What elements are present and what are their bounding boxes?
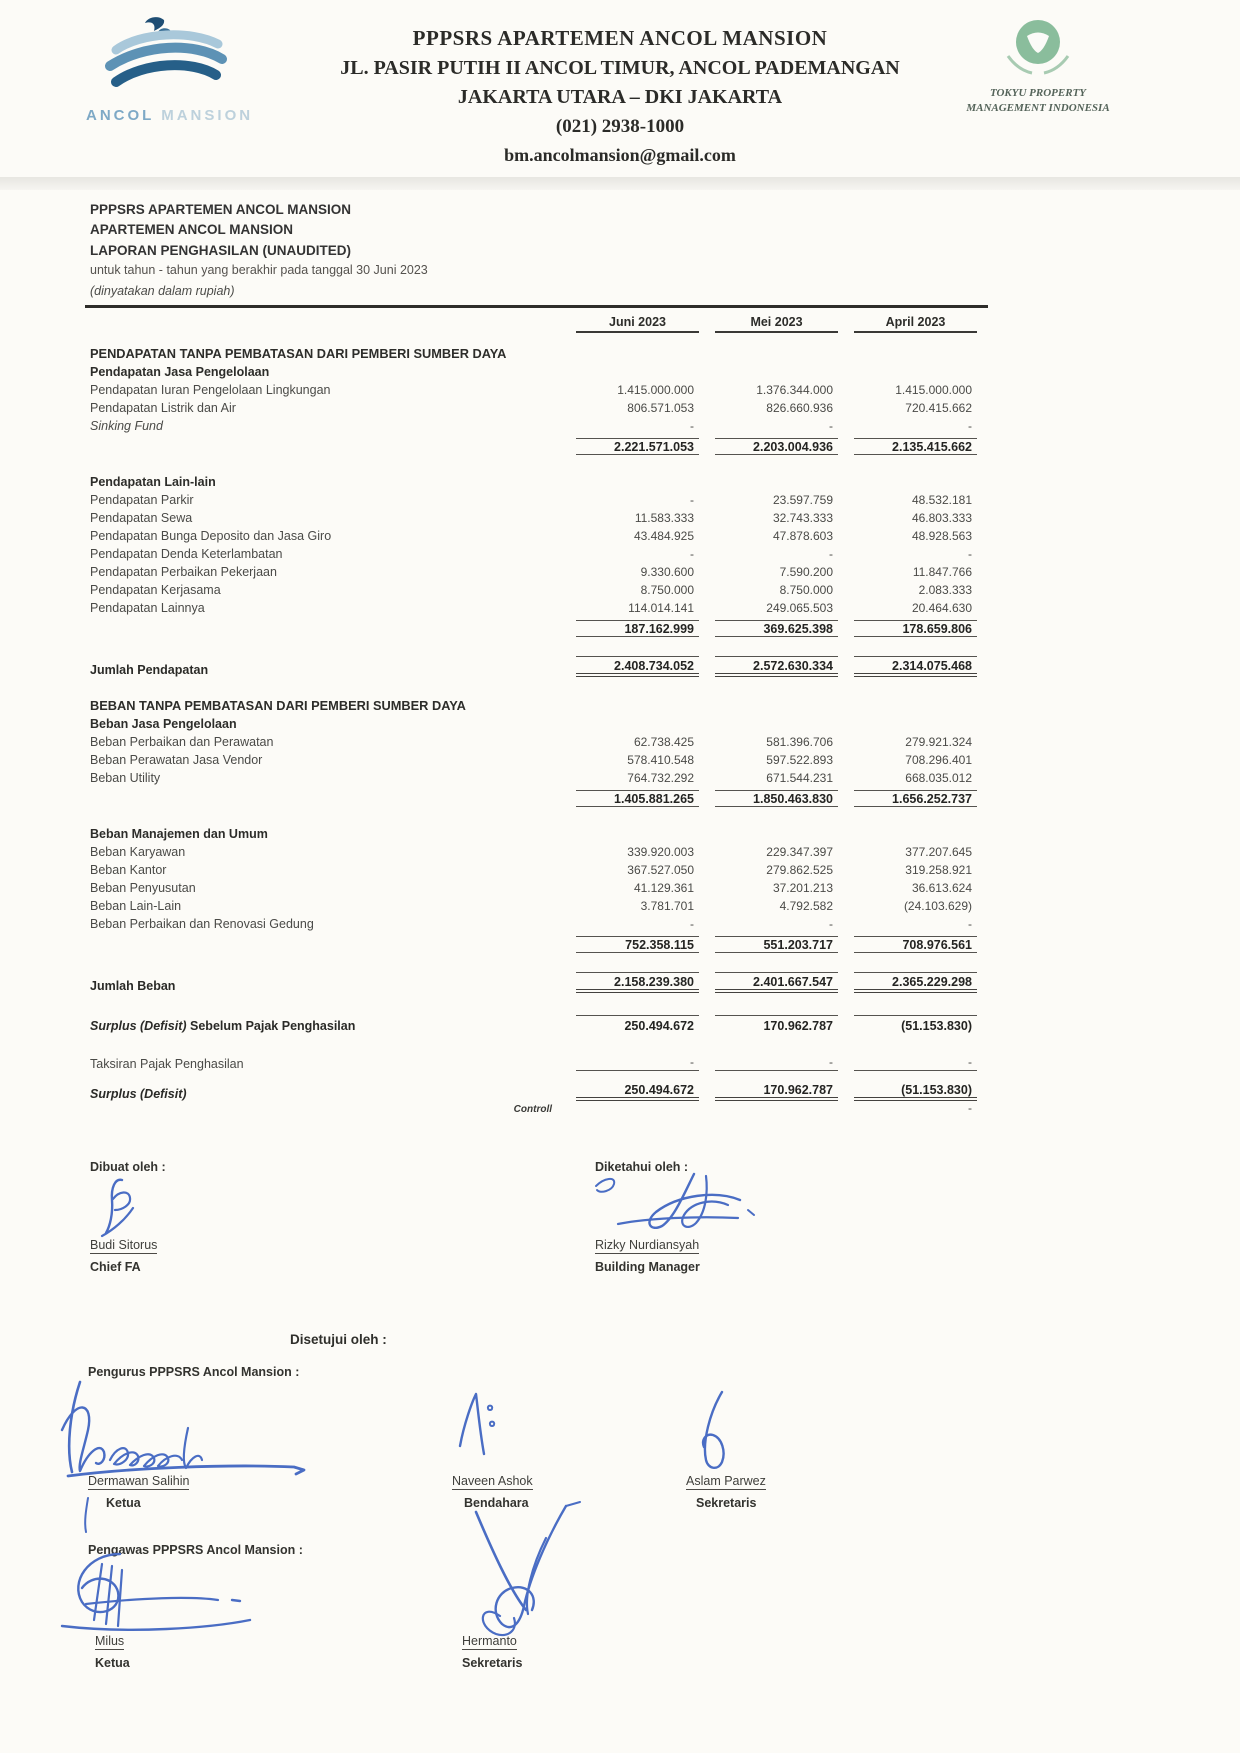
column-header-mei: Mei 2023	[715, 315, 838, 333]
row-value: 250.494.672	[576, 1083, 699, 1101]
report-building-line: APARTEMEN ANCOL MANSION	[90, 222, 294, 238]
row-label: Pendapatan Iuran Pengelolaan Lingkungan	[90, 383, 331, 397]
row-value: -	[829, 917, 833, 931]
tokyu-property-logo-text	[928, 86, 1148, 116]
row-label: Surplus (Defisit) Sebelum Pajak Penghasilan	[90, 1019, 356, 1033]
row-value: 9.330.600	[640, 565, 694, 579]
row-label: PENDAPATAN TANPA PEMBATASAN DARI PEMBERI SUMBER DAYA	[90, 346, 507, 361]
row-value: 551.203.717	[715, 936, 838, 953]
tokyu-property-logo	[928, 16, 1148, 116]
row-value: 2.572.630.334	[715, 656, 838, 677]
logo-word-ancol: ANCOL	[86, 107, 155, 124]
row-value: 1.850.463.830	[715, 790, 838, 807]
ancol-mansion-logo-icon	[86, 14, 256, 100]
table-row	[90, 993, 988, 1009]
row-value: -	[968, 547, 972, 561]
pengurus-signer-3-name: Aslam Parwez	[686, 1474, 766, 1488]
row-value: 1.405.881.265	[576, 790, 699, 807]
row-label: Beban Perbaikan dan Perawatan	[90, 735, 274, 749]
table-body	[90, 341, 988, 1115]
row-value: -	[854, 1055, 977, 1071]
row-label: Pendapatan Sewa	[90, 511, 193, 525]
header-rule	[85, 305, 988, 308]
row-value: 11.847.766	[912, 565, 972, 579]
row-label: Pendapatan Listrik dan Air	[90, 401, 236, 415]
row-value: 2.314.075.468	[854, 656, 977, 677]
signature-hermanto	[448, 1500, 598, 1640]
column-header-juni: Juni 2023	[576, 315, 699, 333]
row-value: 48.928.563	[911, 529, 972, 543]
row-label: Beban Lain-Lain	[90, 899, 182, 913]
letterhead-center	[280, 26, 960, 166]
disetujui-oleh-label: Disetujui oleh :	[290, 1332, 387, 1347]
pengawas-signer-1-role: Ketua	[95, 1656, 130, 1670]
row-value: 668.035.012	[905, 771, 972, 785]
row-value: 764.732.292	[627, 771, 694, 785]
table-row	[90, 543, 988, 561]
row-value: -	[690, 419, 694, 433]
table-row	[90, 931, 988, 953]
row-label: Controll	[513, 1104, 552, 1115]
table-row	[90, 785, 988, 807]
row-value: 2.408.734.052	[576, 656, 699, 677]
pengawas-signer-2-name: Hermanto	[462, 1634, 517, 1648]
row-value: 8.750.000	[779, 583, 833, 597]
pengawas-signer-1-name: Milus	[95, 1634, 125, 1648]
row-value: 43.484.925	[633, 529, 694, 543]
row-value: 1.415.000.000	[617, 383, 694, 397]
row-value: 178.659.806	[854, 620, 977, 637]
row-value: 2.221.571.053	[576, 438, 699, 455]
letterhead-phone: (021) 2938-1000	[555, 116, 685, 137]
row-value: 2.083.333	[918, 583, 972, 597]
tokyu-logo-line-1: TOKYU PROPERTY	[989, 87, 1087, 99]
table-row	[90, 1009, 988, 1033]
letterhead-email: bm.ancolmansion@gmail.com	[504, 145, 736, 165]
table-row	[90, 1049, 988, 1071]
table-row	[90, 859, 988, 877]
row-value: 367.527.050	[627, 863, 694, 877]
table-row	[90, 615, 988, 637]
row-value: 249.065.503	[766, 601, 833, 615]
row-value: 279.921.324	[905, 735, 972, 749]
row-value: -	[968, 419, 972, 433]
letterhead-address-2: JAKARTA UTARA – DKI JAKARTA	[457, 86, 783, 108]
row-label: Beban Jasa Pengelolaan	[90, 717, 237, 731]
table-row	[90, 1077, 988, 1101]
ancol-mansion-logo-text	[86, 107, 256, 124]
pengurus-signer-2-role: Bendahara	[464, 1496, 529, 1510]
row-value: 2.401.667.547	[715, 972, 838, 993]
tokyu-logo-line-2: MANAGEMENT INDONESIA	[966, 101, 1110, 114]
row-value: 8.750.000	[640, 583, 694, 597]
row-value: -	[690, 547, 694, 561]
row-value: 46.803.333	[911, 511, 972, 525]
pengawas-signer-1	[95, 1634, 130, 1670]
table-row	[90, 637, 988, 653]
signature-milus	[50, 1548, 300, 1648]
table-row	[90, 489, 988, 507]
signature-rizky-nurdiansyah	[588, 1168, 758, 1236]
row-value: 23.597.759	[772, 493, 833, 507]
row-value: 48.532.181	[911, 493, 972, 507]
dibuat-name-text: Budi Sitorus	[90, 1238, 158, 1252]
row-value: 319.258.921	[905, 863, 972, 877]
row-value: 581.396.706	[766, 735, 833, 749]
row-value: 708.296.401	[905, 753, 972, 767]
table-row	[90, 895, 988, 913]
row-label: Pendapatan Lain-lain	[90, 475, 216, 489]
row-value: 1.415.000.000	[895, 383, 972, 397]
row-value: 671.544.231	[766, 771, 833, 785]
table-row	[90, 455, 988, 471]
report-name-line: LAPORAN PENGHASILAN (UNAUDITED)	[90, 242, 351, 258]
table-row	[90, 713, 988, 731]
row-value: -	[968, 1101, 972, 1115]
row-value: 2.158.239.380	[576, 972, 699, 993]
pengurus-signer-3	[686, 1474, 766, 1510]
table-row	[90, 415, 988, 433]
signature-budi-sitorus	[96, 1172, 154, 1238]
row-value: 250.494.672	[576, 1015, 699, 1033]
row-label: Taksiran Pajak Penghasilan	[90, 1057, 244, 1071]
report-org-line: PPPSRS APARTEMEN ANCOL MANSION	[90, 202, 352, 217]
logo-word-mansion: MANSION	[161, 107, 254, 124]
row-label-italic: Surplus (Defisit)	[90, 1019, 187, 1033]
row-label: Pendapatan Lainnya	[90, 601, 205, 615]
table-row	[90, 969, 988, 993]
row-value: 7.590.200	[779, 565, 833, 579]
row-value: 339.920.003	[627, 845, 694, 859]
row-label: Beban Manajemen dan Umum	[90, 827, 268, 841]
letterhead-org-name: PPPSRS APARTEMEN ANCOL MANSION	[412, 26, 828, 50]
row-label: Beban Penyusutan	[90, 881, 196, 895]
diketahui-name-text: Rizky Nurdiansyah	[595, 1238, 700, 1252]
row-value: (51.153.830)	[854, 1015, 977, 1033]
pengawas-signer-2	[462, 1634, 522, 1670]
ancol-mansion-logo	[86, 14, 256, 124]
table-row	[90, 693, 988, 713]
pengurus-signer-2-name: Naveen Ashok	[452, 1474, 533, 1488]
row-label: Beban Karyawan	[90, 845, 186, 859]
pengurus-signer-1-role: Ketua	[106, 1496, 141, 1510]
row-value: 37.201.213	[772, 881, 833, 895]
row-value: 20.464.630	[911, 601, 972, 615]
pengawas-label: Pengawas PPPSRS Ancol Mansion :	[88, 1543, 303, 1557]
row-value: -	[829, 419, 833, 433]
row-label: Pendapatan Bunga Deposito dan Jasa Giro	[90, 529, 332, 543]
pengurus-label: Pengurus PPPSRS Ancol Mansion :	[88, 1365, 300, 1379]
row-value: 279.862.525	[766, 863, 833, 877]
table-header-row	[90, 315, 988, 341]
table-row	[90, 913, 988, 931]
table-row	[90, 397, 988, 415]
row-value: 369.625.398	[715, 620, 838, 637]
row-value: 826.660.936	[766, 401, 833, 415]
row-value: -	[576, 1055, 699, 1071]
table-row	[90, 749, 988, 767]
row-label: Beban Utility	[90, 771, 161, 785]
signature-aslam-parwez	[688, 1386, 742, 1476]
table-row	[90, 525, 988, 543]
row-value: 36.613.624	[911, 881, 972, 895]
row-value: -	[968, 917, 972, 931]
row-value: 597.522.893	[766, 753, 833, 767]
row-value: 3.781.701	[640, 899, 694, 913]
table-row	[90, 731, 988, 749]
table-row	[90, 767, 988, 785]
row-label: Beban Perawatan Jasa Vendor	[90, 753, 263, 767]
letterhead-address-1: JL. PASIR PUTIH II ANCOL TIMUR, ANCOL PADEMANGAN	[340, 57, 900, 79]
signature-naveen-ashok	[448, 1384, 508, 1476]
report-period-line: untuk tahun - tahun yang berakhir pada tanggal 30 Juni 2023	[90, 262, 428, 277]
table-row	[90, 953, 988, 969]
table-row	[90, 433, 988, 455]
table-row	[90, 807, 988, 823]
row-value: 720.415.662	[905, 401, 972, 415]
table-row	[90, 677, 988, 693]
row-value: 2.135.415.662	[854, 438, 977, 455]
row-label: Pendapatan Kerjasama	[90, 583, 221, 597]
row-label: Pendapatan Denda Keterlambatan	[90, 547, 283, 561]
row-label: Beban Kantor	[90, 863, 167, 877]
row-value: -	[715, 1055, 838, 1071]
row-value: 114.014.141	[628, 601, 694, 615]
table-row	[90, 1101, 988, 1115]
row-label: Pendapatan Perbaikan Pekerjaan	[90, 565, 277, 579]
table-row	[90, 361, 988, 379]
row-value: 2.365.229.298	[854, 972, 977, 993]
row-label: Pendapatan Parkir	[90, 493, 194, 507]
row-value: 578.410.548	[627, 753, 694, 767]
pengurus-signer-1-name: Dermawan Salihin	[88, 1474, 190, 1488]
table-row	[90, 379, 988, 397]
diketahui-oleh-label: Diketahui oleh :	[595, 1160, 689, 1174]
row-value: 377.207.645	[905, 845, 972, 859]
row-label	[90, 1087, 560, 1101]
pengawas-signer-2-role: Sekretaris	[462, 1656, 523, 1670]
table-row	[90, 823, 988, 841]
table-row	[90, 579, 988, 597]
row-value: 4.792.582	[779, 899, 833, 913]
row-label: Pendapatan Jasa Pengelolaan	[90, 365, 270, 379]
table-row	[90, 877, 988, 895]
row-value: 1.656.252.737	[854, 790, 977, 807]
income-statement-table	[90, 315, 988, 1115]
row-value: 708.976.561	[854, 936, 977, 953]
table-row	[90, 841, 988, 859]
row-value: 11.583.333	[634, 511, 694, 525]
scan-artifact-band	[0, 177, 1240, 190]
row-label: Beban Perbaikan dan Renovasi Gedung	[90, 917, 314, 931]
diketahui-name	[595, 1238, 700, 1274]
table-row	[90, 471, 988, 489]
dibuat-role: Chief FA	[90, 1260, 141, 1274]
row-value: (24.103.629)	[903, 899, 972, 913]
row-value: 229.347.397	[766, 845, 833, 859]
row-value: -	[690, 493, 694, 507]
currency-note: (dinyatakan dalam rupiah)	[90, 284, 235, 298]
row-value: 62.738.425	[633, 735, 694, 749]
tokyu-property-logo-icon	[978, 16, 1098, 82]
table-row	[90, 653, 988, 677]
signature-dermawan-salihin	[58, 1368, 328, 1538]
table-row	[90, 507, 988, 525]
diketahui-role: Building Manager	[595, 1260, 700, 1274]
row-value: 752.358.115	[576, 936, 699, 953]
column-header-april: April 2023	[854, 315, 977, 333]
row-label-italic: Surplus (Defisit)	[90, 1087, 187, 1101]
row-label: Jumlah Pendapatan	[90, 663, 209, 677]
row-label: Sinking Fund	[90, 419, 163, 433]
row-value: 41.129.361	[633, 881, 694, 895]
table-row	[90, 1033, 988, 1049]
row-value: -	[829, 547, 833, 561]
row-value: (51.153.830)	[854, 1083, 977, 1101]
row-label: BEBAN TANPA PEMBATASAN DARI PEMBERI SUMBER DAYA	[90, 698, 466, 713]
row-value: 1.376.344.000	[756, 383, 833, 397]
pengurus-signer-3-role: Sekretaris	[696, 1496, 757, 1510]
table-row	[90, 341, 988, 361]
table-row	[90, 561, 988, 579]
pengurus-signer-1	[88, 1474, 189, 1510]
row-value: 187.162.999	[576, 620, 699, 637]
row-value: -	[690, 917, 694, 931]
table-row	[90, 597, 988, 615]
report-title-block	[90, 200, 428, 280]
dibuat-oleh-label: Dibuat oleh :	[90, 1160, 166, 1174]
row-value: 47.878.603	[772, 529, 833, 543]
row-value: 32.743.333	[772, 511, 833, 525]
row-label: Jumlah Beban	[90, 979, 176, 993]
row-value: 170.962.787	[715, 1083, 838, 1101]
dibuat-name	[90, 1238, 157, 1274]
row-value: 2.203.004.936	[715, 438, 838, 455]
row-value: 170.962.787	[715, 1015, 838, 1033]
row-value: 806.571.053	[627, 401, 694, 415]
